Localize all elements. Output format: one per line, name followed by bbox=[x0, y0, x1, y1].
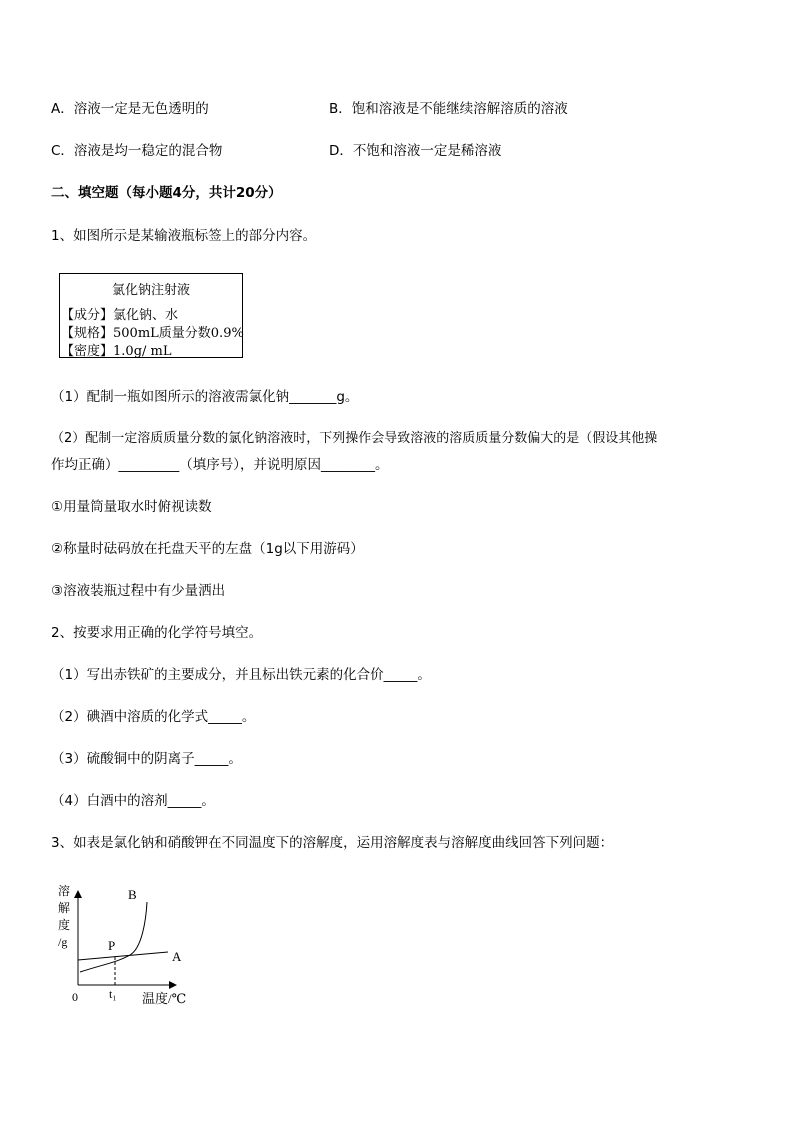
q1-choice-2: ②称量时砝码放在托盘天平的左盘（1g以下用游码） bbox=[51, 541, 364, 557]
label-key: 【成分】 bbox=[61, 308, 114, 323]
origin-label: 0 bbox=[72, 990, 78, 1004]
curve-b-label: B bbox=[128, 887, 137, 902]
q2-part3: （3）硫酸铜中的阴离子_____。 bbox=[51, 751, 242, 767]
q2-stem: 2、按要求用正确的化学符号填空。 bbox=[51, 625, 263, 641]
label-key: 【密度】 bbox=[61, 344, 114, 359]
option-a: A．溶液一定是无色透明的 bbox=[51, 101, 209, 117]
y-axis-label-2: 解 bbox=[58, 901, 71, 915]
label-title: 氯化钠注射液 bbox=[111, 283, 190, 298]
curve-a-label: A bbox=[172, 949, 182, 964]
y-axis-label-1: 溶 bbox=[58, 884, 71, 898]
q1-choice-1: ①用量筒量取水时俯视读数 bbox=[51, 499, 212, 515]
label-key: 【规格】 bbox=[61, 326, 114, 341]
q1-choice-3: ③溶液装瓶过程中有少量洒出 bbox=[51, 583, 226, 599]
q3-stem: 3、如表是氯化钠和硝酸钾在不同温度下的溶解度，运用溶解度表与溶解度曲线回答下列问题： bbox=[51, 835, 614, 851]
q1-stem: 1、如图所示是某输液瓶标签上的部分内容。 bbox=[51, 228, 317, 244]
label-row-density bbox=[61, 340, 171, 359]
option-d: D．不饱和溶液一定是稀溶液 bbox=[329, 143, 502, 159]
y-axis-label-4: /g bbox=[58, 935, 68, 949]
y-axis-label-3: 度 bbox=[58, 918, 71, 932]
t1-label: t₁ bbox=[109, 987, 117, 1001]
x-axis-label: 温度/℃ bbox=[142, 991, 187, 1006]
infusion-label bbox=[59, 273, 243, 358]
section-heading: 二、填空题（每小题4分，共计20分） bbox=[51, 185, 282, 201]
q1-part1: （1）配制一瓶如图所示的溶液需氯化钠_______g。 bbox=[51, 389, 359, 405]
solubility-curve-graph bbox=[50, 880, 210, 1015]
q1-part2-line1: （2）配制一定溶质质量分数的氯化钠溶液时，下列操作会导致溶液的溶质质量分数偏大的是（假设其他操 bbox=[51, 431, 658, 446]
label-value: 500mL质量分数0.9% bbox=[113, 326, 244, 341]
label-value: 1.0g/ mL bbox=[113, 344, 172, 359]
label-row-composition bbox=[61, 304, 178, 323]
q1-part2-line2: 作均正确）_________（填序号），并说明原因________。 bbox=[51, 457, 389, 473]
q2-part4: （4）白酒中的溶剂_____。 bbox=[51, 793, 215, 809]
q2-part1: （1）写出赤铁矿的主要成分，并且标出铁元素的化合价_____。 bbox=[51, 667, 431, 683]
option-b: B．饱和溶液是不能继续溶解溶质的溶液 bbox=[329, 101, 568, 117]
option-c: C．溶液是均一稳定的混合物 bbox=[51, 143, 223, 159]
label-value: 氯化钠、水 bbox=[113, 308, 179, 323]
point-p-label: P bbox=[108, 938, 116, 953]
q2-part2: （2）碘酒中溶质的化学式_____。 bbox=[51, 709, 256, 725]
curve-b bbox=[80, 902, 147, 972]
label-row-spec bbox=[61, 322, 244, 341]
